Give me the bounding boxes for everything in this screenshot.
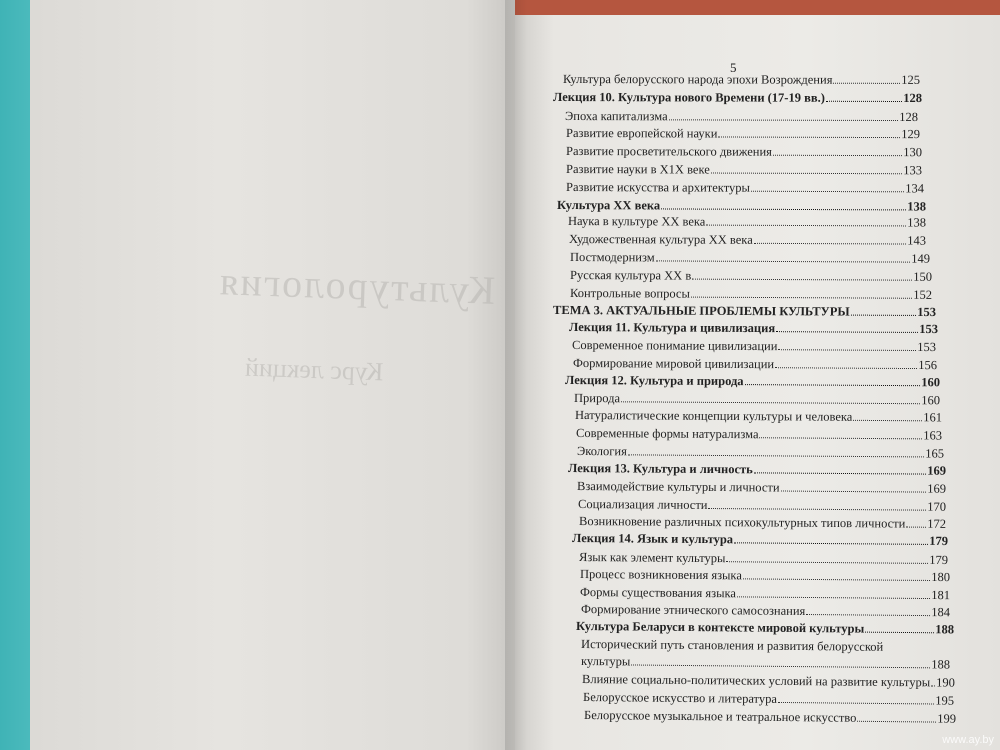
toc-leader-dots [734, 542, 928, 545]
toc-entry [566, 162, 922, 178]
toc-entry-title: Культура ХХ века [557, 198, 661, 213]
toc-entry-page: 169 [927, 463, 947, 478]
bleed-through-title: Культурология [217, 258, 496, 313]
toc-entry-page: 160 [921, 393, 941, 408]
toc-entry-title: Развитие искусства и архитектуры [566, 180, 750, 195]
toc-entry-page: 179 [929, 552, 949, 568]
toc-entry [565, 109, 918, 125]
toc-entry-page: 153 [919, 321, 939, 337]
toc-entry-title: Формирование мировой цивилизации [573, 356, 775, 372]
toc-entry-title: Возникновение различных психокультурных типов личности [579, 514, 906, 531]
toc-entry-page: 195 [935, 693, 955, 708]
toc-entry-page: 143 [907, 233, 927, 248]
page-number: 5 [730, 60, 737, 75]
toc-leader-dots [691, 297, 912, 299]
toc-entry-page: 181 [931, 588, 951, 603]
toc-entry-title: Русская культура ХХ в. [570, 268, 695, 283]
toc-entry-title: Исторический путь становления и развития белорусской [581, 637, 884, 654]
toc-entry [576, 619, 954, 637]
toc-entry [581, 637, 883, 655]
toc-entry-title: Формы существования языка [580, 585, 736, 601]
toc-entry-title: Развитие науки в Х1Х веке [566, 162, 710, 177]
toc-entry-title: Язык как элемент культуры [579, 550, 726, 566]
toc-entry-page: 128 [899, 110, 919, 125]
toc-entry [572, 338, 936, 355]
toc-entry-title: Социализация личности [578, 497, 708, 512]
toc-entry [563, 72, 920, 88]
toc-entry [566, 126, 920, 142]
toc-entry-page: 179 [929, 533, 949, 549]
toc-entry [570, 268, 932, 285]
toc-entry-page: 130 [903, 145, 923, 160]
toc-leader-dots [754, 472, 926, 474]
toc-leader-dots [695, 279, 912, 281]
toc-entry [580, 567, 950, 585]
toc-leader-dots [778, 702, 934, 705]
toc-leader-dots [656, 260, 911, 262]
toc-leader-dots [669, 119, 899, 121]
toc-entry [573, 356, 937, 373]
toc-entry-page: 152 [913, 287, 933, 302]
toc-entry [580, 585, 950, 603]
toc-entry-title: Культура белорусского народа эпохи Возрождения [563, 72, 833, 87]
toc-entry-title: культуры [581, 654, 631, 669]
toc-leader-dots [851, 315, 917, 316]
toc-entry [568, 461, 946, 479]
toc-entry-page: 156 [918, 358, 938, 373]
toc-entry-title: ТЕМА 3. АКТУАЛЬНЫЕ ПРОБЛЕМЫ КУЛЬТУРЫ [553, 303, 850, 319]
toc-entry-title: Натуралистические концепции культуры и человека [575, 408, 853, 424]
toc-leader-dots [906, 527, 926, 528]
toc-leader-dots [775, 367, 917, 369]
toc-entry [570, 250, 930, 267]
toc-entry [578, 497, 946, 515]
toc-entry-page: 199 [937, 711, 957, 726]
toc-entry-page: 133 [903, 163, 923, 178]
toc-entry-title: Наука в культуре ХХ века [568, 214, 706, 229]
toc-entry [566, 144, 922, 160]
toc-entry [576, 426, 942, 443]
toc-entry-title: Формирование этнического самосознания [581, 602, 806, 618]
toc-entry-title: Лекция 14. Язык и культура [572, 531, 734, 547]
toc-leader-dots [751, 191, 904, 193]
toc-entry-page: 128 [903, 90, 923, 106]
toc-leader-dots [773, 155, 902, 156]
toc-leader-dots [781, 491, 927, 493]
toc-entry-title: Художественная культура ХХ века [569, 232, 753, 247]
toc-entry-title: Развитие европейской науки [566, 126, 718, 141]
toc-leader-dots [718, 136, 900, 138]
toc-entry-title: Культура Беларуси в контексте мировой культуры [576, 619, 865, 636]
toc-leader-dots [708, 508, 926, 511]
toc-leader-dots [865, 632, 934, 634]
toc-leader-dots [806, 614, 930, 616]
toc-entry-page: 153 [917, 304, 937, 320]
toc-entry-page: 129 [901, 127, 921, 142]
toc-leader-dots [833, 83, 900, 84]
toc-leader-dots [661, 208, 906, 210]
watermark: www.ay.by [942, 734, 994, 746]
toc-entry-page: 160 [921, 375, 941, 390]
toc-leader-dots [745, 384, 921, 386]
toc-entry-title: Современное понимание цивилизации [572, 338, 778, 354]
toc-entry [581, 654, 950, 673]
toc-leader-dots [706, 225, 906, 227]
toc-leader-dots [621, 401, 920, 404]
toc-leader-dots [631, 664, 930, 668]
toc-entry-page: 138 [907, 199, 927, 214]
toc-entry-title: Развитие просветительского движения [566, 144, 772, 159]
toc-entry-page: 153 [917, 339, 937, 355]
toc-leader-dots [778, 349, 916, 351]
toc-entry-page: 161 [923, 410, 943, 425]
toc-entry [579, 514, 946, 532]
toc-entry-page: 138 [907, 215, 927, 230]
toc-entry-title: Экология [577, 444, 627, 459]
toc-entry [572, 531, 948, 549]
toc-entry-page: 134 [905, 181, 925, 196]
toc-entry-title: Эпоха капитализма [565, 109, 668, 124]
toc-entry [577, 479, 946, 497]
toc-entry-title: Постмодернизм [570, 250, 655, 265]
toc-leader-dots [826, 101, 902, 102]
toc-entry-title: Современные формы натурализма [576, 426, 759, 442]
toc-entry-page: 163 [923, 428, 943, 443]
toc-entry-page: 180 [931, 569, 951, 585]
toc-entry-page: 125 [901, 72, 921, 87]
toc-entry-title: Контрольные вопросы [570, 286, 690, 301]
toc-leader-dots [726, 561, 928, 564]
toc-entry-title: Процесс возникновения языка [580, 567, 742, 583]
toc-entry [569, 320, 938, 337]
toc-entry-title: Взаимодействие культуры и личности [577, 479, 780, 495]
toc-entry [568, 214, 926, 231]
toc-entry-page: 190 [936, 675, 955, 690]
toc-entry-page: 149 [911, 251, 931, 266]
toc-entry-page: 165 [925, 446, 945, 461]
toc-leader-dots [857, 721, 936, 723]
toc-leader-dots [743, 578, 930, 581]
toc-entry [569, 232, 926, 249]
toc-entry-title: Лекция 13. Культура и личность [568, 461, 753, 477]
toc-entry-title: Лекция 10. Культура нового Времени (17-19 вв.) [553, 90, 825, 105]
toc-entry-title: Белорусское искусство и литература [583, 690, 778, 706]
toc-entry [583, 690, 954, 709]
toc-entry [557, 198, 926, 215]
toc-entry [575, 408, 942, 425]
toc-leader-dots [754, 243, 907, 245]
toc-entry [553, 90, 922, 106]
toc-leader-dots [853, 420, 922, 421]
toc-entry-title: Белорусское музыкальное и театральное искусство [584, 708, 857, 725]
toc-entry-page: 188 [935, 622, 955, 637]
toc-entry-page: 169 [927, 481, 947, 496]
toc-entry-title: Лекция 11. Культура и цивилизация [569, 320, 776, 336]
toc-entry-page: 188 [931, 657, 951, 672]
toc-entry [577, 444, 944, 462]
toc-entry-page: 172 [927, 516, 947, 531]
toc-entry [565, 373, 940, 390]
toc-entry [579, 550, 948, 568]
toc-leader-dots [711, 173, 903, 175]
toc-entry-page: 170 [927, 499, 947, 514]
bleed-through-subtitle: Курс лекций [244, 352, 384, 387]
toc-leader-dots [776, 331, 918, 333]
toc-leader-dots [760, 437, 923, 439]
toc-entry [581, 602, 950, 620]
toc-entry [566, 180, 924, 196]
toc-leader-dots [628, 454, 924, 457]
toc-entry-page: 150 [913, 269, 933, 284]
toc-leader-dots [737, 596, 930, 599]
toc-entry [553, 303, 936, 320]
toc-entry-page: 184 [931, 605, 951, 620]
toc-entry-title: Влияние социально-политических условий на развитие культуры [582, 672, 931, 690]
toc-entry [570, 286, 932, 303]
toc-entry-title: Природа [574, 391, 621, 406]
toc-entry [584, 708, 956, 727]
toc-leader-dots [931, 685, 935, 686]
toc-entry [574, 391, 940, 408]
toc-entry-title: Лекция 12. Культура и природа [565, 373, 744, 389]
toc-entry [582, 672, 955, 691]
